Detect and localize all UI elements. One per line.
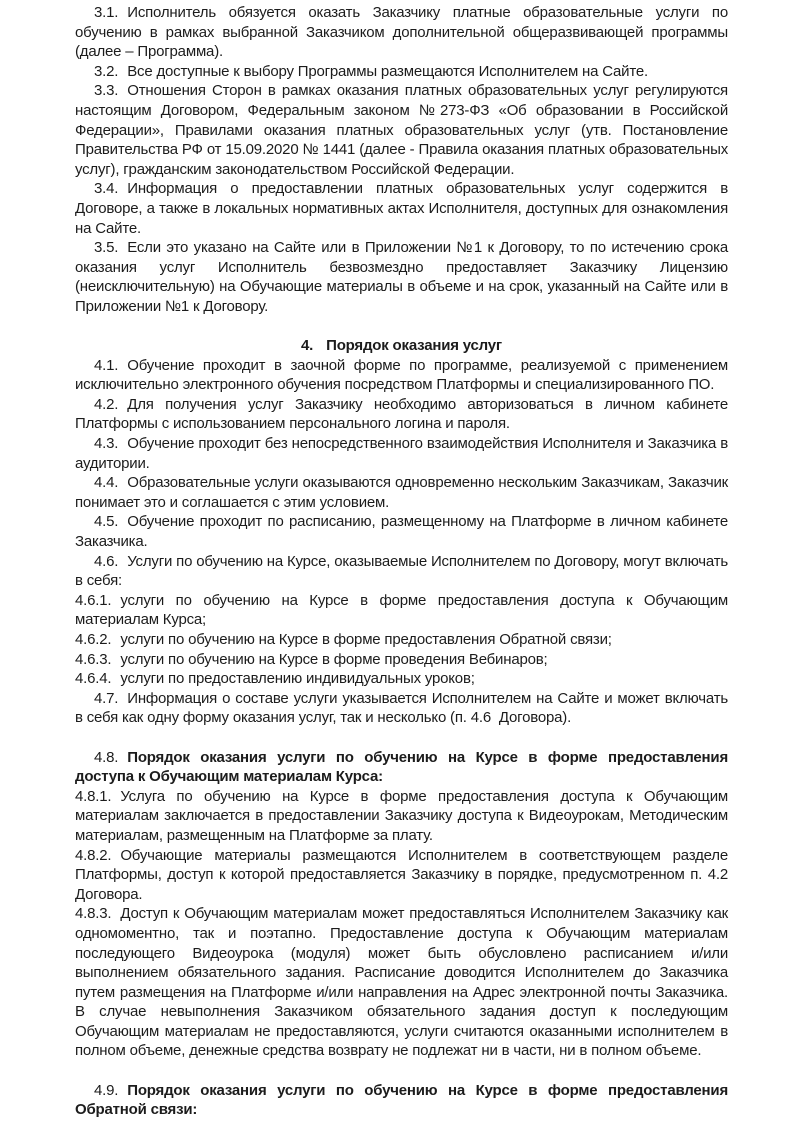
clause-text: Информация о предоставлении платных образовательных услуг содержится в Договоре, а также в локальных нормативных актах Исполнителя, доступных для ознакомления на Сайте. (75, 180, 728, 237)
section-title: Порядок оказания услуг (326, 337, 502, 355)
clause-number: 4.9. (94, 1081, 119, 1099)
clause-4-3 (75, 434, 728, 473)
clause-number: 3.1. (94, 4, 119, 21)
clause-3-1 (75, 3, 728, 62)
clause-text: Обучение проходит по расписанию, размещенному на Платформе в личном кабинете Заказчика. (75, 513, 728, 551)
clause-text: Для получения услуг Заказчику необходимо авторизоваться в личном кабинете Платформы с использованием персонального логина и пароля. (75, 395, 728, 433)
clause-4-9-heading (75, 1081, 728, 1120)
clause-number: 4.6.4. (75, 670, 112, 688)
clause-number: 4.2. (94, 395, 119, 413)
clause-text: Услуга по обучению на Курсе в форме предоставления доступа к Обучающим материалам заключается в предоставлении Заказчику доступа к Видеоурокам, Методическим материалам, размещенным на Платформе за плату. (75, 787, 728, 844)
clause-text: Исполнитель обязуется оказать Заказчику платные образовательные услуги по обучению в рамках выбранной Заказчиком дополнительной общеразвивающей программы (далее – Программа). (75, 4, 728, 61)
clause-number: 4.8.2. (75, 846, 112, 864)
clause-text: Услуги по обучению на Курсе, оказываемые Исполнителем по Договору, могут включать в себя: (75, 552, 728, 590)
clause-number: 3.3. (94, 82, 119, 100)
clause-4-6-3 (75, 650, 728, 670)
clause-4-6 (75, 552, 728, 591)
clause-number: 4.7. (94, 689, 119, 707)
clause-text: Отношения Сторон в рамках оказания платных образовательных услуг регулируются настоящим Договором, Федеральным законом №273-ФЗ «Об образовании в Российской Федерации», Правилами оказания платных образовательных услуг (утв. Постановление Правительства РФ от 15.09.2020 № 1441 (далее - Правила оказания платных образовательных услуг), гражданским законодательством Российской Федерации. (75, 82, 728, 178)
clause-number: 4.3. (94, 435, 119, 453)
clause-number: 4.6. (94, 552, 119, 570)
clause-number: 4.8.1. (75, 787, 112, 805)
clause-number: 4.6.1. (75, 591, 112, 609)
clause-number: 3.5. (94, 239, 119, 257)
clause-text: услуги по обучению на Курсе в форме предоставления доступа к Обучающим материалам Курса; (75, 591, 728, 629)
clause-text: услуги по обучению на Курсе в форме проведения Вебинаров; (120, 650, 548, 668)
clause-number: 4.8. (94, 748, 119, 766)
clause-4-5 (75, 512, 728, 551)
clause-number: 4.4. (94, 474, 119, 492)
clause-4-6-2 (75, 630, 728, 650)
section-4-heading (75, 336, 728, 356)
clause-text: Порядок оказания услуги по обучению на Курсе в форме предоставления Обратной связи: (75, 1081, 728, 1119)
clause-4-8-3 (75, 904, 728, 1061)
clause-number: 3.4. (94, 180, 119, 198)
clause-text: Все доступные к выбору Программы размещаются Исполнителем на Сайте. (127, 62, 648, 80)
clause-text: услуги по предоставлению индивидуальных уроков; (120, 670, 475, 688)
clause-text: услуги по обучению на Курсе в форме предоставления Обратной связи; (120, 631, 612, 648)
clause-4-6-1 (75, 591, 728, 630)
clause-number: 4.6.2. (75, 631, 112, 648)
clause-3-4 (75, 179, 728, 238)
clause-4-7 (75, 689, 728, 728)
clause-3-3 (75, 81, 728, 179)
clause-text: Обучающие материалы размещаются Исполнителем в соответствующем разделе Платформы, доступ к которой предоставляется Заказчику в порядке, предусмотренном п. 4.2 Договора. (75, 846, 728, 903)
clause-4-6-4 (75, 669, 728, 689)
clause-4-8-1 (75, 787, 728, 846)
clause-number: 4.1. (94, 356, 119, 374)
clause-text: Информация о составе услуги указывается Исполнителем на Сайте и может включать в себя как одну форму оказания услуг, так и несколько (п. 4.6 Договора). (75, 689, 728, 727)
clause-4-4 (75, 473, 728, 512)
clause-4-8-heading (75, 748, 728, 787)
clause-4-2 (75, 395, 728, 434)
clause-3-5 (75, 238, 728, 316)
clause-4-1 (75, 356, 728, 395)
clause-text: Обучение проходит в заочной форме по программе, реализуемой с применением исключительно электронного обучения посредством Платформы и специализированного ПО. (75, 356, 728, 394)
clause-text: Обучение проходит без непосредственного взаимодействия Исполнителя и Заказчика в аудитории. (75, 435, 728, 472)
clause-number: 3.2. (94, 62, 119, 80)
clause-4-8-2 (75, 846, 728, 905)
clause-number: 4.8.3. (75, 905, 112, 923)
clause-text: Образовательные услуги оказываются одновременно нескольким Заказчикам, Заказчик понимает это и соглашается с этим условием. (75, 474, 728, 511)
clause-number: 4.6.3. (75, 650, 112, 668)
clause-number: 4.5. (94, 513, 119, 531)
clause-3-2 (75, 62, 728, 82)
clause-text: Доступ к Обучающим материалам может предоставляться Исполнителем Заказчику как одномоментно, так и поэтапно. Предоставление доступа к Обучающим материалам последующего Видеоурока (модуля) может быть обусловлено расписанием и/или выполнением обязательного задания. Расписание доводится Исполнителем до Заказчика путем размещения на Платформе и/или направления на Адрес электронной почты Заказчика. В случае невыполнения Заказчиком обязательного задания доступ к последующим Обучающим материалам не предоставляются, услуги считаются оказанными исполнителем в полном объеме, денежные средства возврату не подлежат ни в части, ни в полном объеме. (75, 905, 728, 1060)
section-number: 4. (301, 337, 314, 355)
clause-text: Порядок оказания услуги по обучению на Курсе в форме предоставления доступа к Обучающим материалам Курса: (75, 748, 728, 786)
clause-text: Если это указано на Сайте или в Приложении №1 к Договору, то по истечению срока оказания услуг Исполнитель безвозмездно предоставляет Заказчику Лицензию (неисключительную) на Обучающие материалы в объеме и на срок, указанный на Сайте или в Приложении №1 к Договору. (75, 239, 728, 315)
